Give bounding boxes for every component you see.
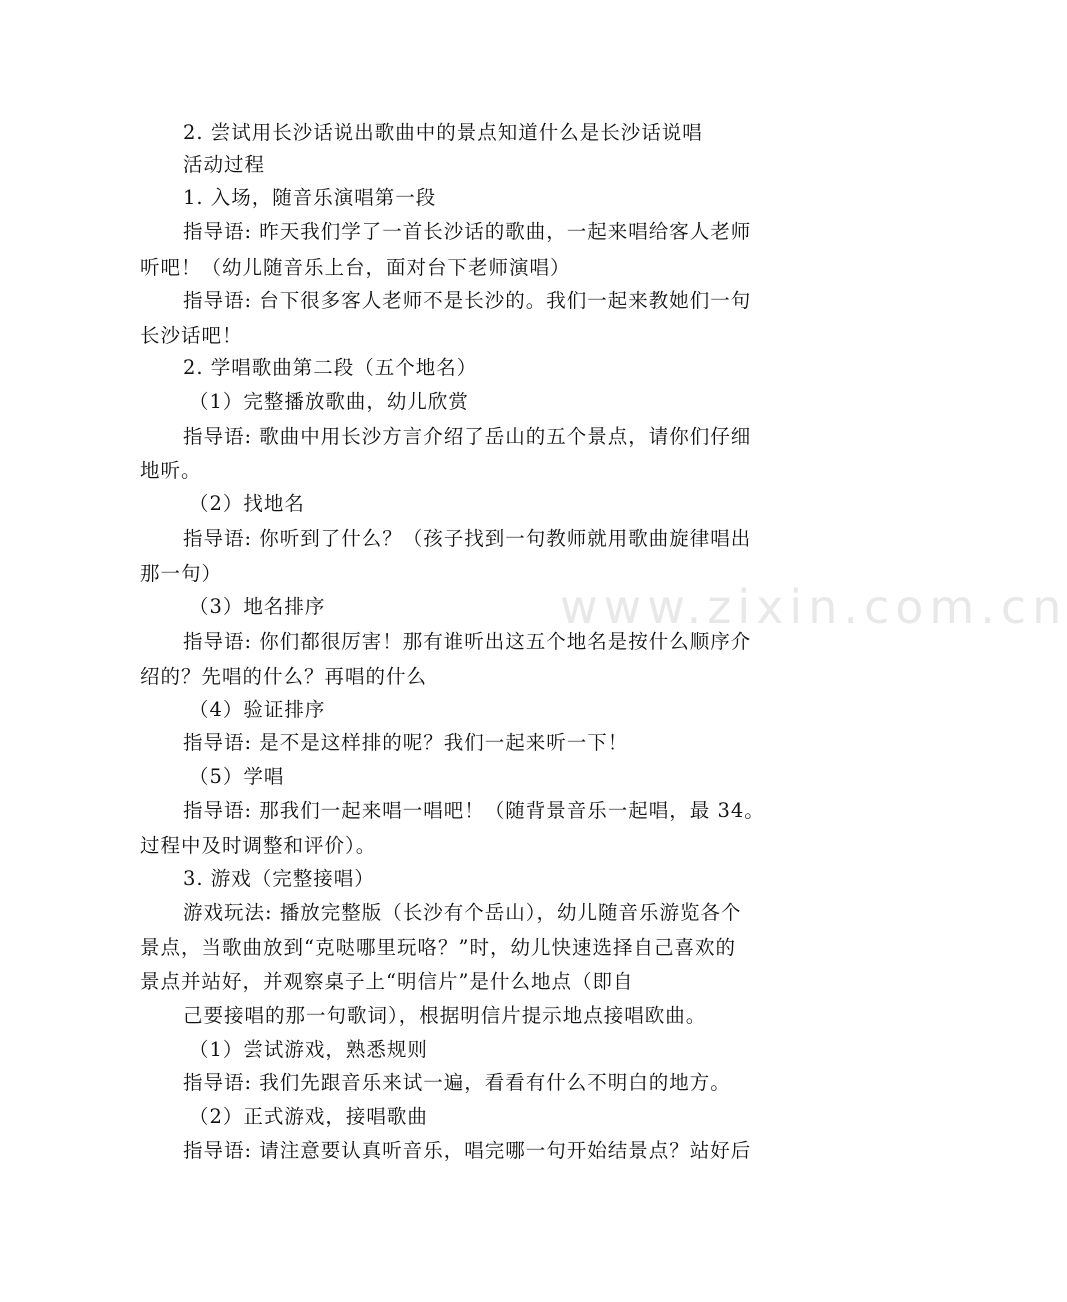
text-line: 2. 学唱歌曲第二段（五个地名）: [183, 356, 478, 379]
text-line: 2. 尝试用长沙话说出歌曲中的景点知道什么是长沙话说唱: [183, 121, 703, 144]
text-line: 指导语: 请注意要认真听音乐，唱完哪一句开始结景点？站好后: [183, 1139, 752, 1162]
text-line: （2）正式游戏，接唱歌曲: [189, 1105, 428, 1128]
text-line: （2）找地名: [189, 492, 305, 515]
text-line: 指导语: 是不是这样排的呢？我们一起来听一下！: [183, 731, 629, 754]
text-line: （1）完整播放歌曲，幼儿欣赏: [189, 390, 469, 413]
text-line: 指导语: 昨天我们学了一首长沙话的歌曲，一起来唱给客人老师: [183, 220, 752, 243]
text-line: 景点，当歌曲放到“克哒哪里玩咯？”时，幼儿快速选择自己喜欢的: [140, 936, 736, 959]
text-line: 指导语: 台下很多客人老师不是长沙的。我们一起来教她们一句: [183, 289, 752, 312]
text-line: 己要接唱的那一句歌词），根据明信片提示地点接唱欧曲。: [183, 1004, 707, 1027]
text-line: 1. 入场，随音乐演唱第一段: [183, 186, 437, 209]
text-line: 景点并站好，并观察桌子上“明信片”是什么地点（即自: [140, 970, 634, 993]
text-line: 活动过程: [183, 153, 266, 176]
text-line: 长沙话吧！: [140, 324, 243, 347]
text-line: （4）验证排序: [189, 698, 326, 721]
text-line: （5）学唱: [189, 765, 285, 788]
text-line: 绍的？先唱的什么？再唱的什么: [140, 665, 428, 688]
text-line: 地听。: [140, 459, 202, 482]
text-line: 指导语: 歌曲中用长沙方言介绍了岳山的五个景点，请你们仔细: [183, 425, 752, 448]
watermark: www.zixin.com.cn: [560, 580, 1067, 634]
text-line: 指导语: 那我们一起来唱一唱吧！（随背景音乐一起唱，最 34。: [183, 799, 765, 822]
text-line: 指导语: 你听到了什么？（孩子找到一句教师就用歌曲旋律唱出: [183, 527, 752, 550]
text-line: 那一句）: [140, 562, 223, 585]
text-line: 指导语: 我们先跟音乐来试一遍，看看有什么不明白的地方。: [183, 1071, 731, 1094]
text-line: （1）尝试游戏，熟悉规则: [189, 1038, 428, 1061]
text-line: 指导语: 你们都很厉害！那有谁听出这五个地名是按什么顺序介: [183, 630, 752, 653]
text-line: （3）地名排序: [189, 595, 326, 618]
text-line: 过程中及时调整和评价）。: [140, 834, 377, 857]
text-line: 3. 游戏（完整接唱）: [183, 867, 375, 890]
text-line: 游戏玩法: 播放完整版（长沙有个岳山），幼儿随音乐游览各个: [183, 901, 742, 924]
text-line: 听吧！（幼儿随音乐上台，面对台下老师演唱）: [140, 256, 571, 279]
